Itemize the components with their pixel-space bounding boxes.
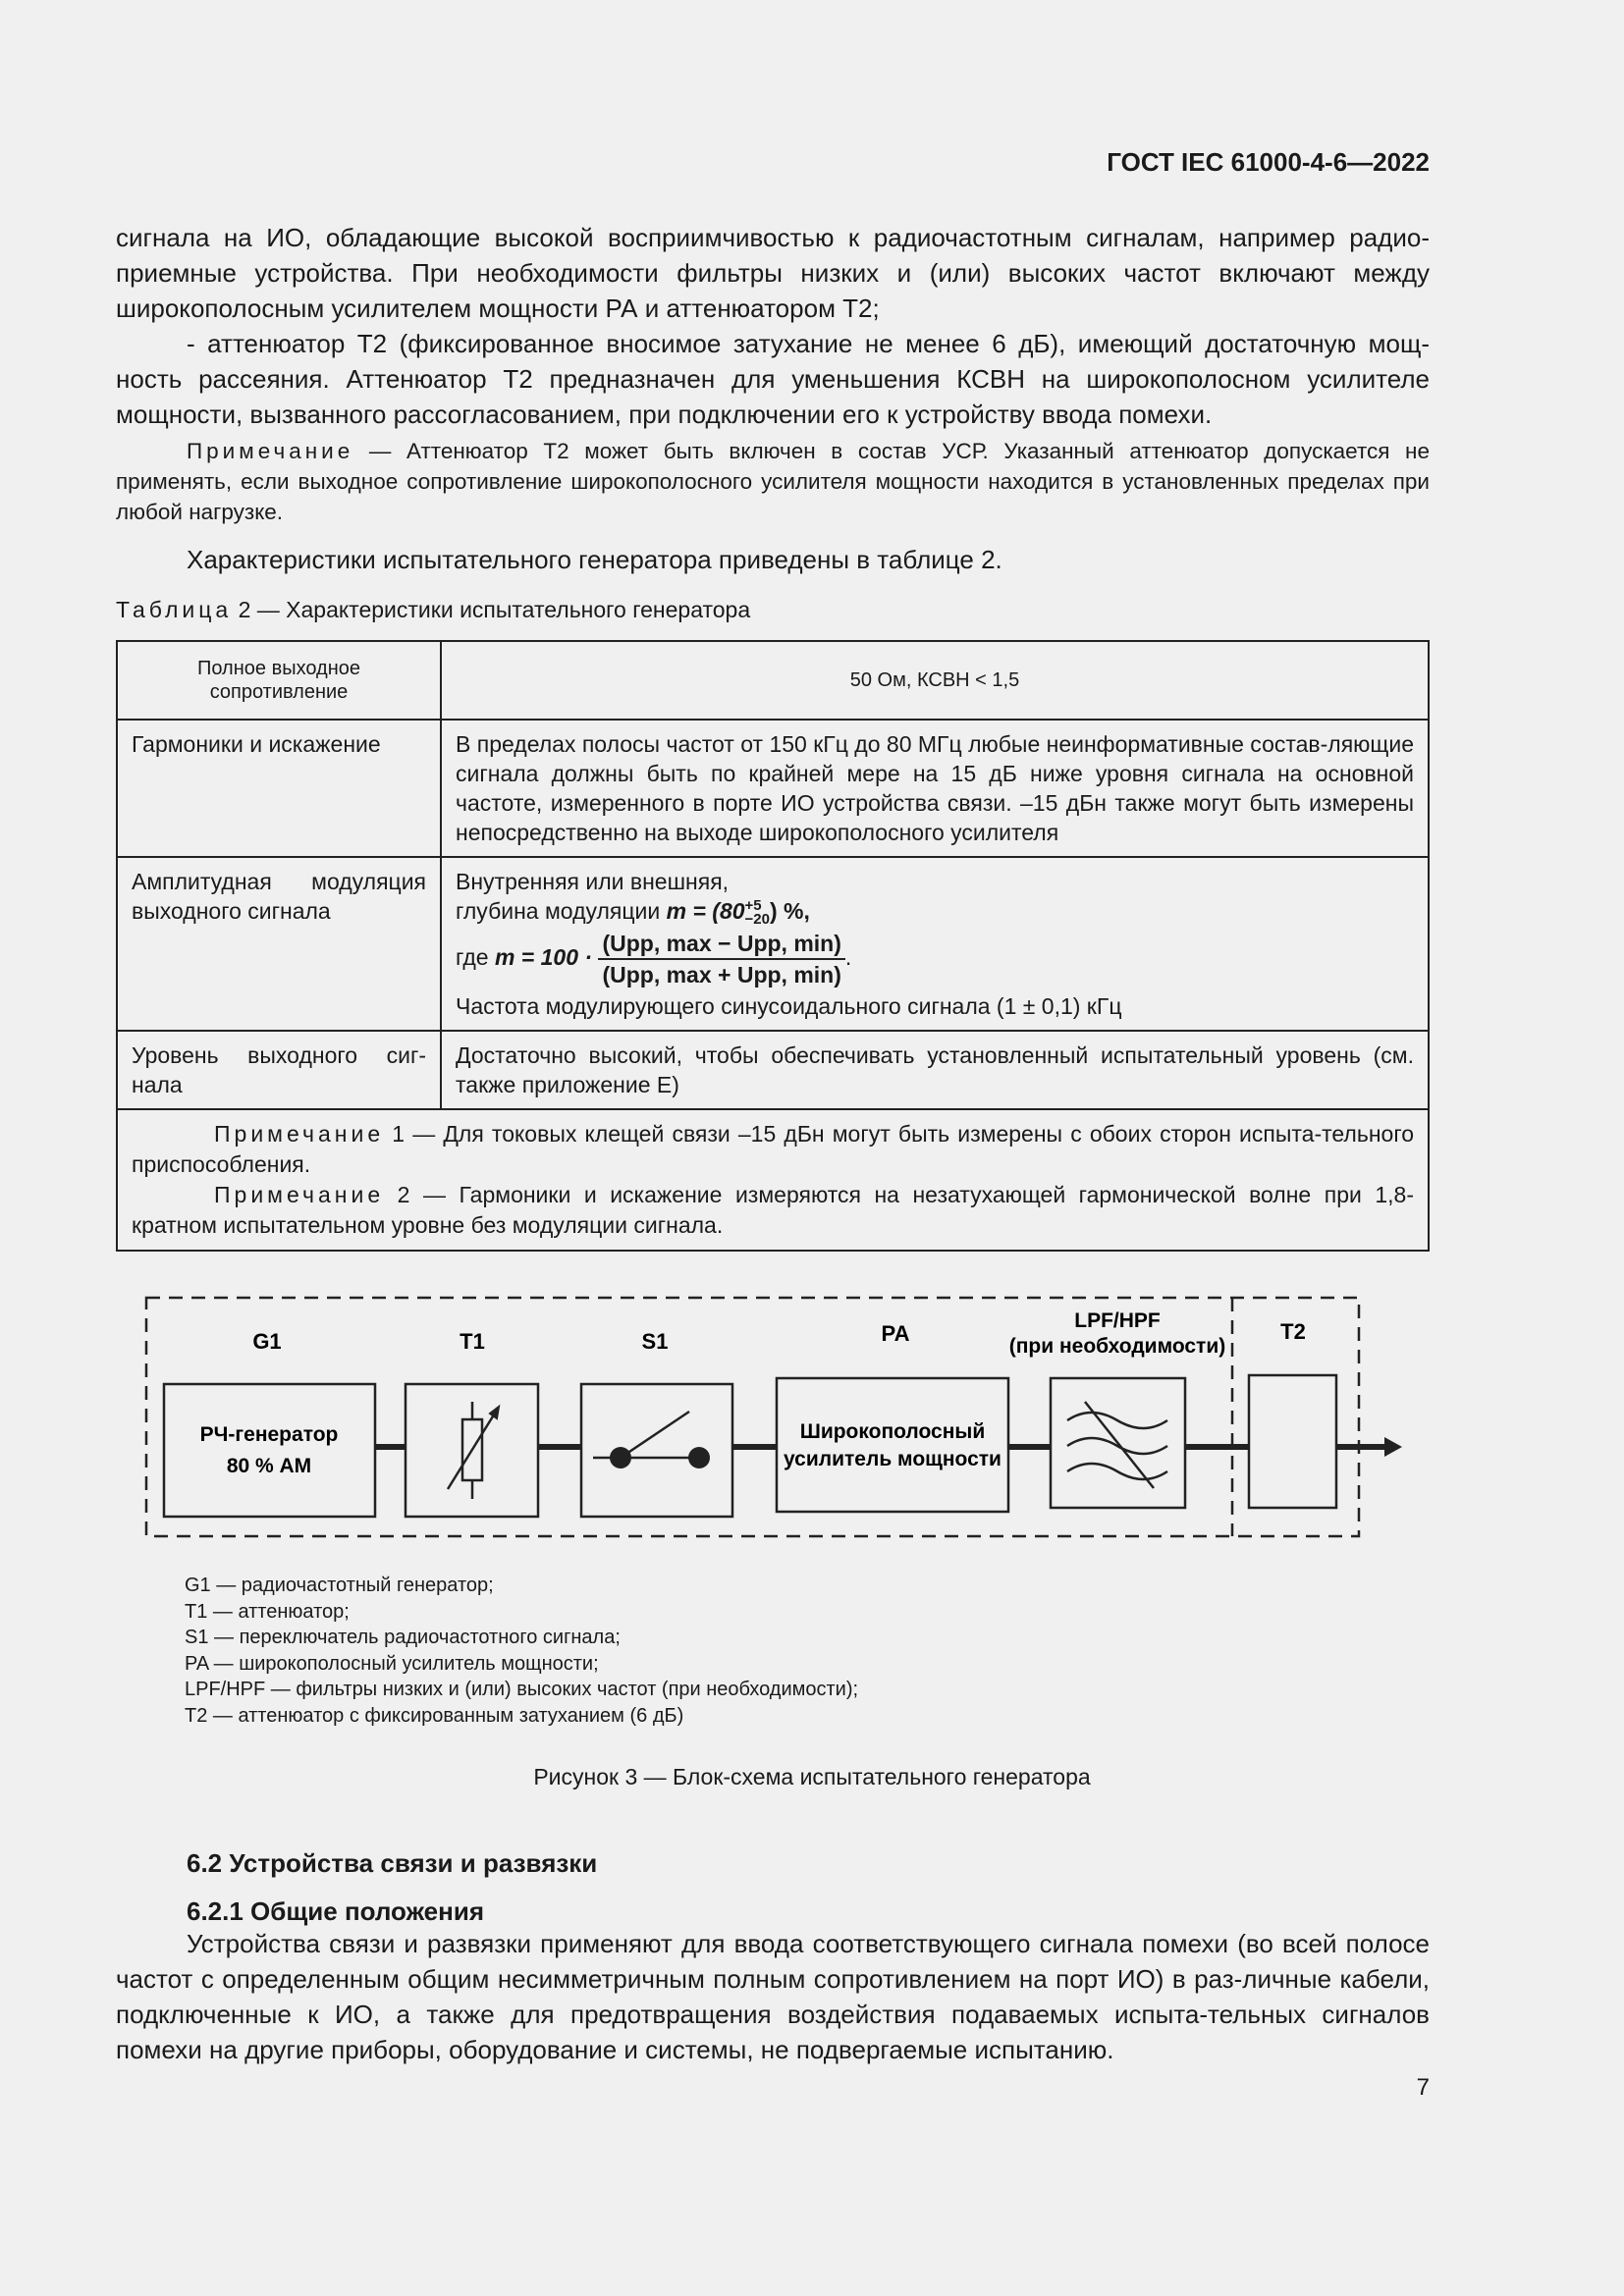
modulation-line-2: глубина модуляции m = (80 +5 −20 ) %, [456,896,810,928]
formula-numerator: (Upp, max − Upp, min) [598,929,844,960]
legend-item: LPF/HPF — фильтры низких и (или) высоких частот (при необходимости); [185,1679,859,1700]
modulation-line-4: Частота модулирующего синусоидального сигнала (1 ± 0,1) кГц [456,992,1122,1019]
label-pa: PA [881,1321,910,1346]
switch-block [581,1384,732,1517]
legend-item: G1 — радиочастотный генератор; [185,1575,494,1596]
label-s1: S1 [641,1329,669,1354]
section-heading-6-2: 6.2 Устройства связи и развязки [187,1848,598,1878]
legend-item: T2 — аттенюатор с фиксированным затуханием (6 дБ) [185,1704,684,1727]
label-g1: G1 [252,1329,282,1354]
modulation-formula: где m = 100 · $\frac{\text{(Upp, max − Upp, min)}}{\text{(Upp, max + Upp, min)}}$ . [456,930,852,988]
figure-caption: Рисунок 3 — Блок-схема испытательного генератора [533,1764,1091,1789]
amplifier-label-2: усилитель мощности [784,1448,1001,1470]
filter-icon [1067,1402,1167,1488]
switch-icon [593,1412,710,1468]
table-header-param: Полное выходное сопротивление [117,641,441,720]
note-text: — Аттенюатор Т2 может быть включен в состав УСР. Указанный аттенюатор допускается не применять, если выходное сопротивление широкополосного усилителя мощности находится в установленных пределах при любой нагрузке. [116,439,1430,524]
generator-block [164,1384,375,1517]
row-value: В пределах полосы частот от 150 кГц до 80 МГц любые неинформативные состав-ляющие сигнала должны быть по крайней мере на 15 дБ ниже уровня сигнала на основной частоте, измеренного в порте ИО устройства связи. –15 дБн также могут быть измерены непосредственно на выходе широкополосного усилителя [441,720,1429,857]
formula-denominator: (Upp, max + Upp, min) [602,961,841,988]
intro-paragraph-2: - аттенюатор Т2 (фиксированное вносимое затухание не менее 6 дБ), имеющий достаточную мощ-ность рассеяния. Аттенюатор Т2 предназначен для уменьшения КСВН на широкополосном усилителе мощности, вызванного рассогласованием, при подключении его к устройству ввода помехи. [116,329,1430,429]
table-note-2: Примечание 2 — Гармоники и искажение измеряются на незатухающей гармонической волне при 1,8-кратном испытательном уровне без модуляции сигнала. [132,1181,1414,1238]
label-t1: T1 [460,1329,485,1354]
legend-item: T1 — аттенюатор; [185,1600,350,1623]
section-heading-6-2-1: 6.2.1 Общие положения [187,1896,484,1926]
output-arrow-icon [1384,1437,1402,1457]
modulation-line-1: Внутренняя или внешняя, [456,869,730,894]
figure-legend [185,1573,858,1729]
note-label: Примечание [187,439,354,463]
generator-label-1: РЧ-генератор [199,1423,339,1446]
label-lpf-note: (при необходимости) [1008,1335,1226,1358]
amplifier-label-1: Широкополосный [799,1420,986,1443]
table-caption-text: 2 — Характеристики испытательного генератора [232,597,751,622]
page-number: 7 [1416,2074,1430,2101]
legend-item: PA — широкополосный усилитель мощности; [185,1652,599,1675]
label-t2: T2 [1280,1319,1306,1344]
row-value: Достаточно высокий, чтобы обеспечивать установленный испытательный уровень (см. также приложение Е) [441,1031,1429,1109]
row-param: Амплитудная модуляция выходного сигнала [117,857,441,1031]
table-header-value: 50 Ом, КСВН < 1,5 [441,641,1429,720]
table-reference: Характеристики испытательного генератора приведены в таблице 2. [187,545,1002,574]
label-lpf: LPF/HPF [1074,1309,1161,1332]
diagram-frame [146,1298,1359,1536]
legend-item: S1 — переключатель радиочастотного сигнала; [185,1627,621,1648]
table-note-1: Примечание 1 — Для токовых клещей связи –15 дБн могут быть измерены с обоих сторон испыта-тельного приспособления. [132,1120,1414,1177]
table-caption-label: Таблица [116,597,233,622]
generator-label-2: 80 % АМ [226,1455,312,1477]
section-paragraph: Устройства связи и развязки применяют для ввода соответствующего сигнала помехи (во всей полосе частот с определенным общим несимметричным полным сопротивлением на порт ИО) в раз-личные кабели, подключенные к ИО, а также для предотвращения воздействия подаваемых испыта-тельных сигналов помехи на другие приборы, оборудование и системы, не подвергаемые испытанию. [116,1929,1430,2064]
intro-paragraph-1: сигнала на ИО, обладающие высокой восприимчивостью к радиочастотным сигналам, например радио-приемные устройства. При необходимости фильтры низких и (или) высоких частот включают между широкополосным усилителем мощности РА и аттенюатором Т2; [116,223,1430,323]
row-param: Уровень выходного сиг-нала [117,1031,441,1109]
amplifier-block [777,1378,1008,1512]
document-header: ГОСТ IEC 61000-4-6—2022 [1107,147,1430,177]
fixed-attenuator-block [1249,1375,1336,1508]
row-param: Гармоники и искажение [117,720,441,857]
